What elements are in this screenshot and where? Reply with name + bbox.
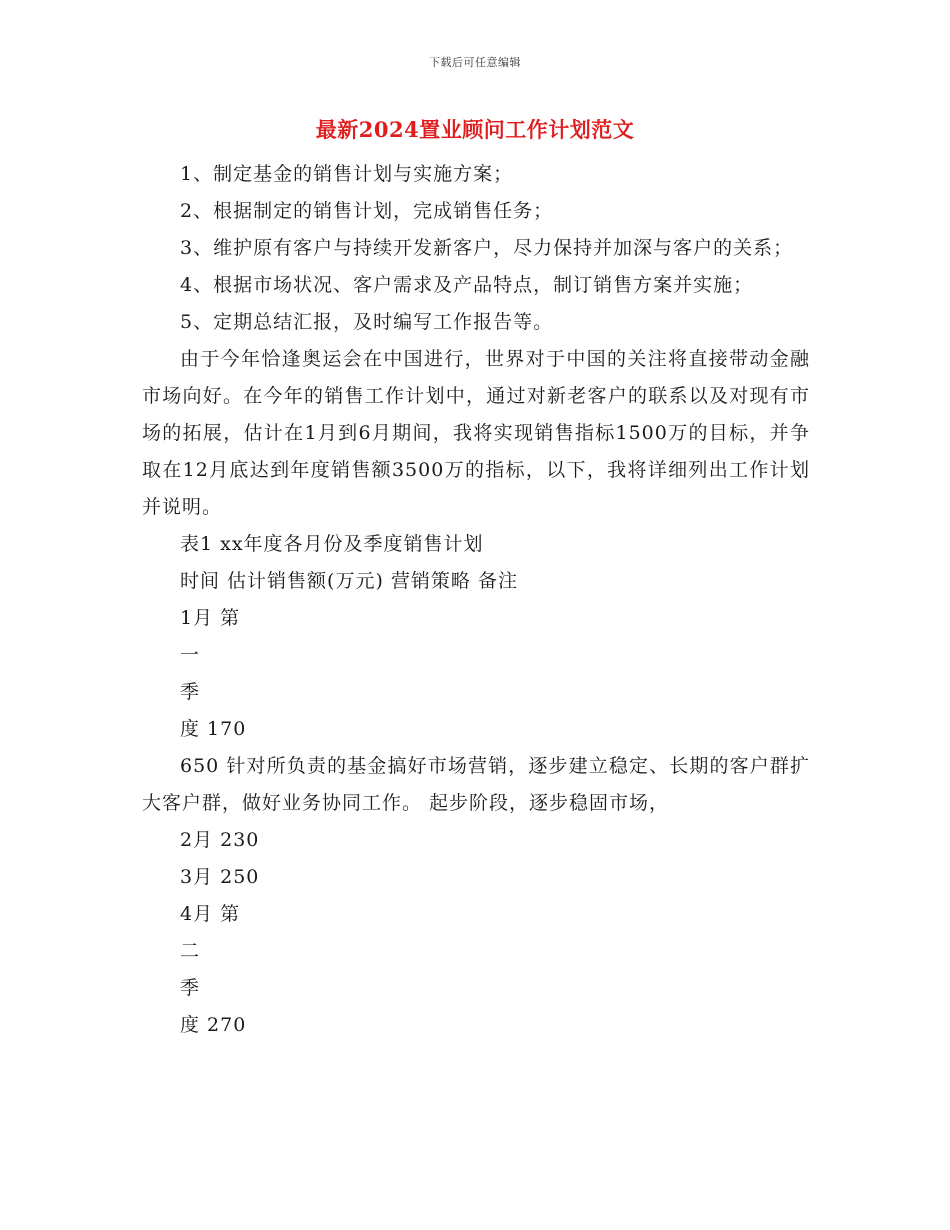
- paragraph-duty-5: 5、定期总结汇报，及时编写工作报告等。: [180, 311, 554, 333]
- table-line: 3月 250: [180, 866, 260, 888]
- table-caption: 表1 xx年度各月份及季度销售计划: [180, 533, 484, 555]
- document-title: 最新2024置业顾问工作计划范文: [315, 117, 635, 142]
- paragraph-intro: 由于今年恰逢奥运会在中国进行，世界对于中国的关注将直接带动金融市场向好。在今年的销售工作计划中，通过对新老客户的联系以及对现有市场的拓展，估计在1月到6月期间，我将实现销售指标1500万的目标，并争取在12月底达到年度销售额3500万的指标，以下，我将详细列出工作计划并说明。: [142, 348, 810, 518]
- table-line: 季: [180, 681, 201, 703]
- table-line: 一: [180, 644, 201, 666]
- paragraph-duty-4: 4、根据市场状况、客户需求及产品特点，制订销售方案并实施；: [180, 274, 754, 296]
- table-line: 度 270: [180, 1014, 247, 1036]
- table-line: 度 170: [180, 718, 247, 740]
- table-strategy-text: 650 针对所负责的基金搞好市场营销，逐步建立稳定、长期的客户群扩大客户群，做好业务协同工作。 起步阶段，逐步稳固市场，: [142, 755, 810, 814]
- page-header-note: 下载后可任意编辑: [429, 56, 521, 69]
- table-line: 2月 230: [180, 829, 260, 851]
- table-line: 二: [180, 940, 201, 962]
- table-line: 4月 第: [180, 903, 241, 925]
- table-line: 1月 第: [180, 607, 241, 629]
- paragraph-duty-1: 1、制定基金的销售计划与实施方案；: [180, 163, 514, 185]
- paragraph-duty-2: 2、根据制定的销售计划，完成销售任务；: [180, 200, 554, 222]
- table-header-row: 时间 估计销售额(万元) 营销策略 备注: [180, 570, 518, 592]
- table-line: 季: [180, 977, 201, 999]
- paragraph-duty-3: 3、维护原有客户与持续开发新客户，尽力保持并加深与客户的关系；: [180, 237, 794, 259]
- document-body: [142, 156, 810, 1044]
